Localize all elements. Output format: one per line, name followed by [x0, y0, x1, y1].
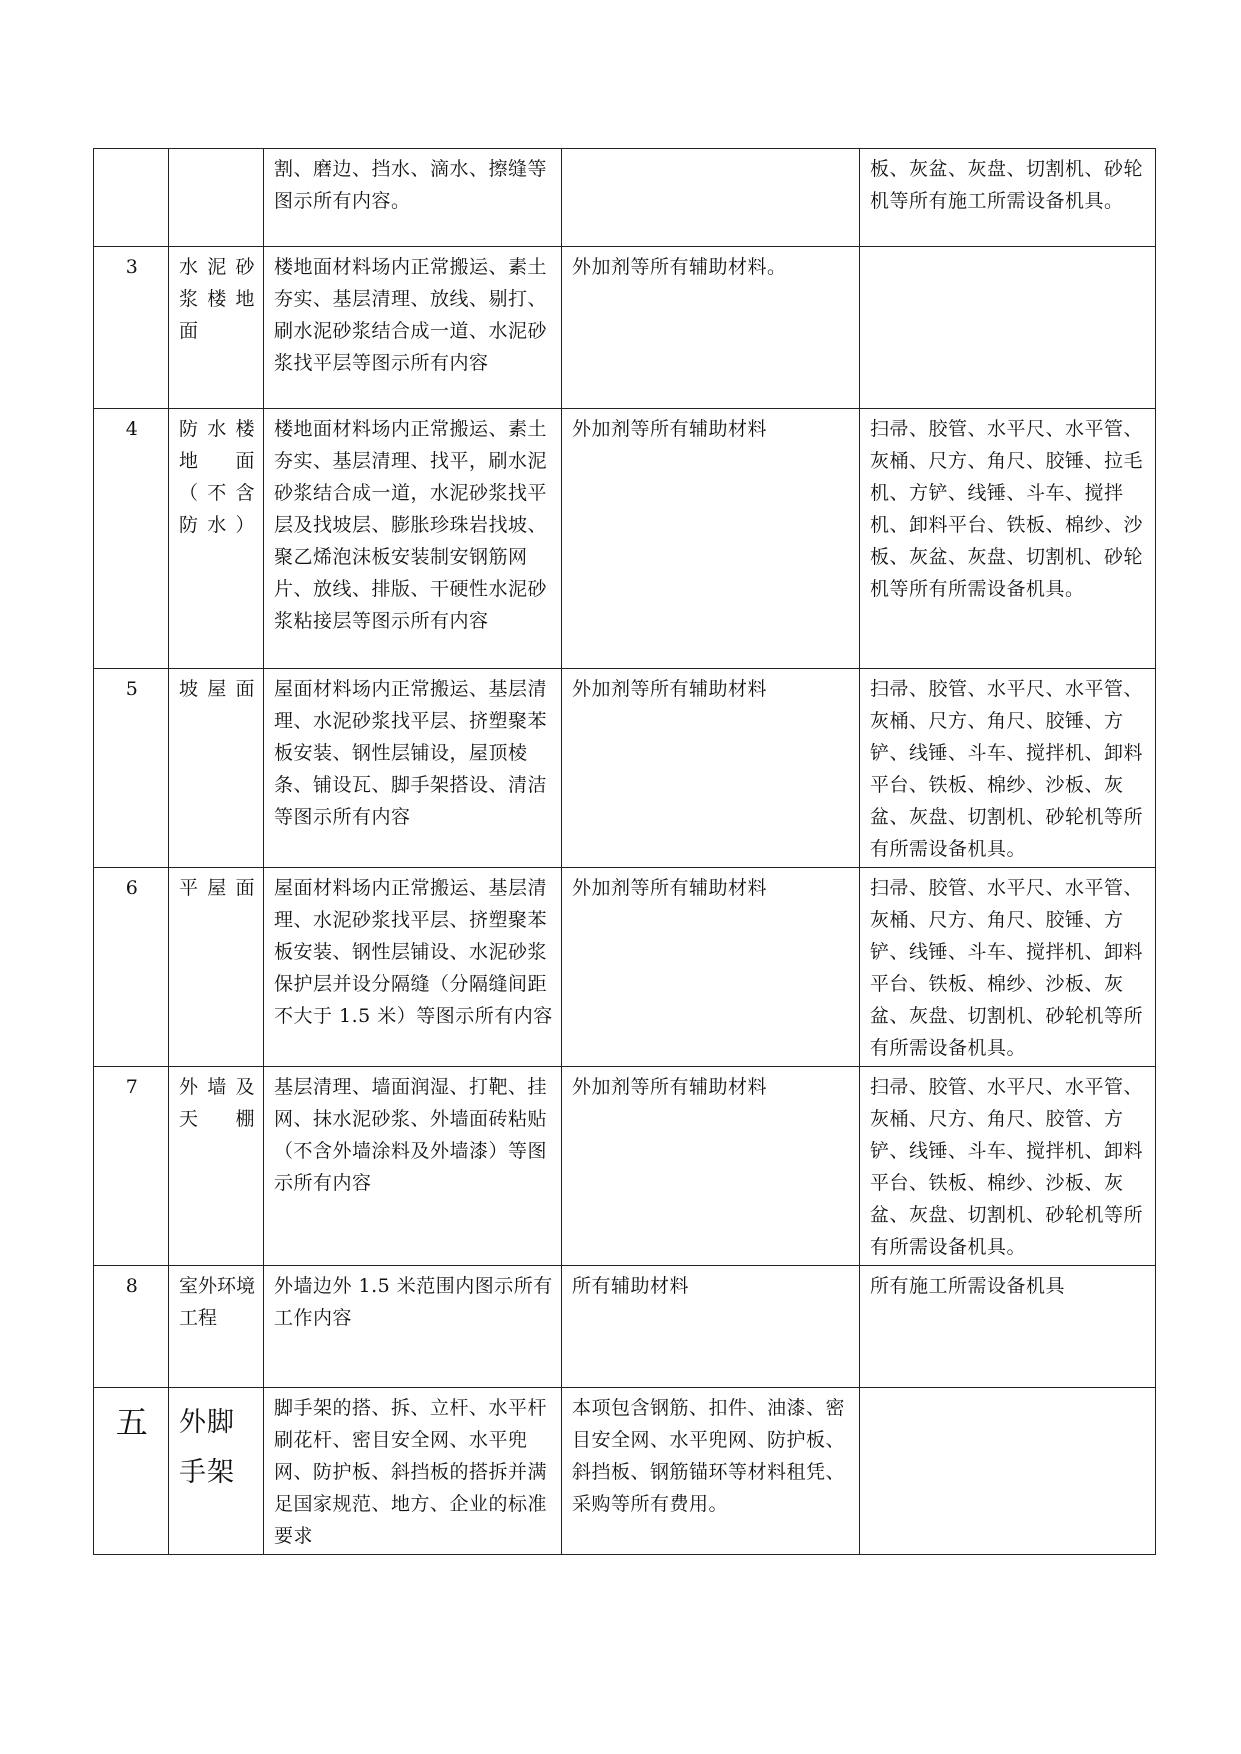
- item-number: 7: [94, 1067, 169, 1266]
- equipment: 扫帚、胶管、水平尺、水平管、灰桶、尺方、角尺、胶锤、拉毛机、方铲、线锤、斗车、搅拌机、卸料平台、铁板、棉纱、沙板、灰盆、灰盘、切割机、砂轮机等所有所需设备机具。: [860, 409, 1156, 669]
- equipment: 所有施工所需设备机具: [860, 1266, 1156, 1388]
- work-content: 脚手架的搭、拆、立杆、水平杆刷花杆、密目安全网、水平兜网、防护板、斜挡板的搭拆并满足国家规范、地方、企业的标准要求: [264, 1388, 562, 1555]
- materials: 外加剂等所有辅助材料: [562, 669, 860, 868]
- materials: 外加剂等所有辅助材料: [562, 1067, 860, 1266]
- materials: 所有辅助材料: [562, 1266, 860, 1388]
- item-number: 8: [94, 1266, 169, 1388]
- materials: 外加剂等所有辅助材料: [562, 868, 860, 1067]
- work-content: 外墙边外 1.5 米范围内图示所有工作内容: [264, 1266, 562, 1388]
- table-row: [94, 247, 1156, 409]
- materials: [562, 149, 860, 247]
- table-row: [94, 669, 1156, 868]
- equipment: 扫帚、胶管、水平尺、水平管、灰桶、尺方、角尺、胶管、方铲、线锤、斗车、搅拌机、卸料平台、铁板、棉纱、沙板、灰盆、灰盘、切割机、砂轮机等所有所需设备机具。: [860, 1067, 1156, 1266]
- materials: 本项包含钢筋、扣件、油漆、密目安全网、水平兜网、防护板、斜挡板、钢筋锚环等材料租凭、采购等所有费用。: [562, 1388, 860, 1555]
- item-number: 6: [94, 868, 169, 1067]
- item-name: 坡屋面: [169, 669, 264, 868]
- equipment: 扫帚、胶管、水平尺、水平管、灰桶、尺方、角尺、胶锤、方铲、线锤、斗车、搅拌机、卸料平台、铁板、棉纱、沙板、灰盆、灰盘、切割机、砂轮机等所有所需设备机具。: [860, 868, 1156, 1067]
- equipment: [860, 247, 1156, 409]
- table-row: [94, 1266, 1156, 1388]
- work-content: 割、磨边、挡水、滴水、擦缝等图示所有内容。: [264, 149, 562, 247]
- table-row: [94, 409, 1156, 669]
- item-number: 4: [94, 409, 169, 669]
- equipment: 板、灰盆、灰盘、切割机、砂轮机等所有施工所需设备机具。: [860, 149, 1156, 247]
- equipment: 扫帚、胶管、水平尺、水平管、灰桶、尺方、角尺、胶锤、方铲、线锤、斗车、搅拌机、卸料平台、铁板、棉纱、沙板、灰盆、灰盘、切割机、砂轮机等所有所需设备机具。: [860, 669, 1156, 868]
- item-number: [94, 149, 169, 247]
- table-row: [94, 1388, 1156, 1555]
- item-name: [169, 149, 264, 247]
- item-number: 5: [94, 669, 169, 868]
- table-row: [94, 1067, 1156, 1266]
- table-row: [94, 868, 1156, 1067]
- materials: 外加剂等所有辅助材料: [562, 409, 860, 669]
- scope-table: [93, 148, 1156, 1555]
- item-number: 五: [94, 1388, 169, 1555]
- equipment: [860, 1388, 1156, 1555]
- work-content: 楼地面材料场内正常搬运、素土夯实、基层清理、放线、剔打、刷水泥砂浆结合成一道、水泥砂浆找平层等图示所有内容: [264, 247, 562, 409]
- item-name: 外脚手架: [169, 1388, 264, 1555]
- materials: 外加剂等所有辅助材料。: [562, 247, 860, 409]
- work-content: 楼地面材料场内正常搬运、素土夯实、基层清理、找平，刷水泥砂浆结合成一道，水泥砂浆找平层及找坡层、膨胀珍珠岩找坡、聚乙烯泡沫板安装制安钢筋网片、放线、排版、干硬性水泥砂浆粘接层等图示所有内容: [264, 409, 562, 669]
- item-name: 室外环境工程: [169, 1266, 264, 1388]
- table-row: [94, 149, 1156, 247]
- work-content: 基层清理、墙面润湿、打靶、挂网、抹水泥砂浆、外墙面砖粘贴（不含外墙涂料及外墙漆）等图示所有内容: [264, 1067, 562, 1266]
- work-content: 屋面材料场内正常搬运、基层清理、水泥砂浆找平层、挤塑聚苯板安装、钢性层铺设、水泥砂浆保护层并设分隔缝（分隔缝间距不大于 1.5 米）等图示所有内容: [264, 868, 562, 1067]
- item-name: 防水楼地面（不含防水）: [169, 409, 264, 669]
- item-name: 平屋面: [169, 868, 264, 1067]
- item-name: 外墙及天棚: [169, 1067, 264, 1266]
- item-number: 3: [94, 247, 169, 409]
- item-name: 水泥砂浆楼地面: [169, 247, 264, 409]
- work-content: 屋面材料场内正常搬运、基层清理、水泥砂浆找平层、挤塑聚苯板安装、钢性层铺设，屋顶棱条、铺设瓦、脚手架搭设、清洁等图示所有内容: [264, 669, 562, 868]
